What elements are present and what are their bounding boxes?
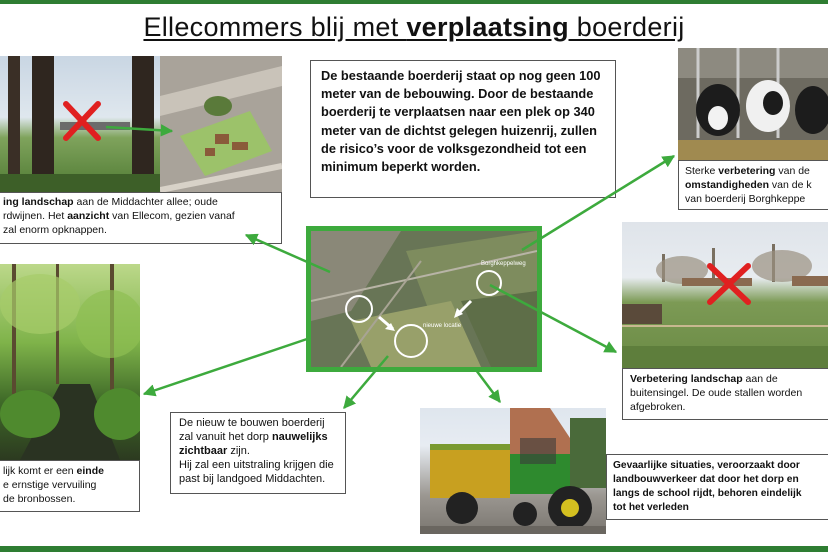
photo-trees-avenue bbox=[0, 56, 160, 192]
aerial-label-location: nieuwe locatie bbox=[423, 323, 462, 329]
photo-cows bbox=[678, 48, 828, 160]
arrow-to-stream bbox=[144, 338, 310, 394]
title-prefix: Ellecommers blij met bbox=[143, 12, 407, 42]
caption-text: afgebroken. bbox=[630, 401, 686, 413]
caption-animal-welfare bbox=[678, 160, 828, 210]
caption-text: Hij zal een uitstraling krijgen die bbox=[179, 459, 334, 471]
caption-text: aan de bbox=[742, 373, 778, 385]
caption-text: zal enorm opknappen. bbox=[3, 224, 107, 236]
caption-text: landbouwverkeer dat door het dorp en bbox=[613, 474, 799, 485]
bottom-frame-border bbox=[0, 546, 828, 552]
caption-text: van boerderij Borghkeppe bbox=[685, 193, 806, 205]
site-plan-illustration bbox=[160, 56, 282, 192]
farmland-illustration bbox=[622, 222, 828, 368]
caption-landscape-improvement bbox=[622, 368, 828, 420]
photo-farmland-stables bbox=[622, 222, 828, 368]
caption-text: aan de Middachter allee; oude bbox=[73, 196, 218, 208]
trees-illustration bbox=[0, 56, 160, 192]
caption-text: rdwijnen. Het bbox=[3, 210, 68, 222]
caption-bold: Verbetering landschap bbox=[630, 373, 743, 385]
caption-text: zijn. bbox=[227, 445, 250, 457]
caption-text: tot het verleden bbox=[613, 502, 689, 513]
photo-tractor bbox=[420, 408, 606, 534]
caption-bold: ing landschap bbox=[3, 196, 74, 208]
caption-text: van de bbox=[775, 165, 810, 177]
main-explanation-box bbox=[310, 60, 616, 198]
caption-text: past bij landgoed Middachten. bbox=[179, 473, 326, 485]
caption-text: van de k bbox=[769, 179, 812, 191]
caption-text: Sterke bbox=[685, 165, 719, 177]
caption-text: de bronbossen. bbox=[3, 493, 76, 505]
aerial-photo bbox=[306, 226, 542, 372]
aerial-illustration bbox=[311, 231, 537, 367]
caption-text: De nieuw te bouwen boerderij bbox=[179, 417, 325, 429]
caption-bold: nauwelijks bbox=[271, 431, 328, 443]
aerial-label-street: Borghkeppelweg bbox=[481, 261, 526, 267]
caption-text: langs de school rijdt, behoren eindelijk bbox=[613, 488, 802, 499]
top-frame-border bbox=[0, 0, 828, 4]
caption-text: lijk komt er een bbox=[3, 465, 77, 477]
caption-bold: omstandigheden bbox=[685, 179, 770, 191]
caption-text: zal vanuit het dorp bbox=[179, 431, 272, 443]
caption-bold: verbetering bbox=[718, 165, 776, 177]
forest-illustration bbox=[0, 264, 140, 460]
caption-stream-pollution bbox=[0, 460, 140, 512]
page-title bbox=[0, 12, 828, 43]
title-bold-word: verplaatsing bbox=[406, 12, 569, 42]
photo-forest-stream bbox=[0, 264, 140, 460]
caption-bold: zichtbaar bbox=[179, 445, 228, 457]
caption-landscape-avenue bbox=[0, 192, 282, 244]
arrow-to-tractor bbox=[476, 370, 500, 402]
photo-site-plan bbox=[160, 56, 282, 192]
caption-text: buitensingel. De oude stallen worden bbox=[630, 387, 803, 399]
caption-text: e ernstige vervuiling bbox=[3, 479, 97, 491]
caption-traffic-safety bbox=[606, 454, 828, 520]
title-suffix: boerderij bbox=[568, 12, 685, 42]
caption-bold: einde bbox=[76, 465, 104, 477]
caption-bold: aanzicht bbox=[67, 210, 110, 222]
main-explanation-text: De bestaande boerderij staat op nog geen 100 meter van de bebouwing. Door de bestaande boerderij te verplaatsen naar een plek op 340 meter van de dichtst gelegen huizenrij, zullen de risico’s voor de volksgezondheid tot een minimum beperkt worden. bbox=[321, 68, 601, 175]
tractor-illustration bbox=[420, 408, 606, 534]
cows-illustration bbox=[678, 48, 828, 160]
caption-text: Gevaarlijke situaties, veroorzaakt door bbox=[613, 460, 800, 471]
caption-new-farm bbox=[170, 412, 346, 494]
caption-text: van Ellecom, gezien vanaf bbox=[109, 210, 235, 222]
